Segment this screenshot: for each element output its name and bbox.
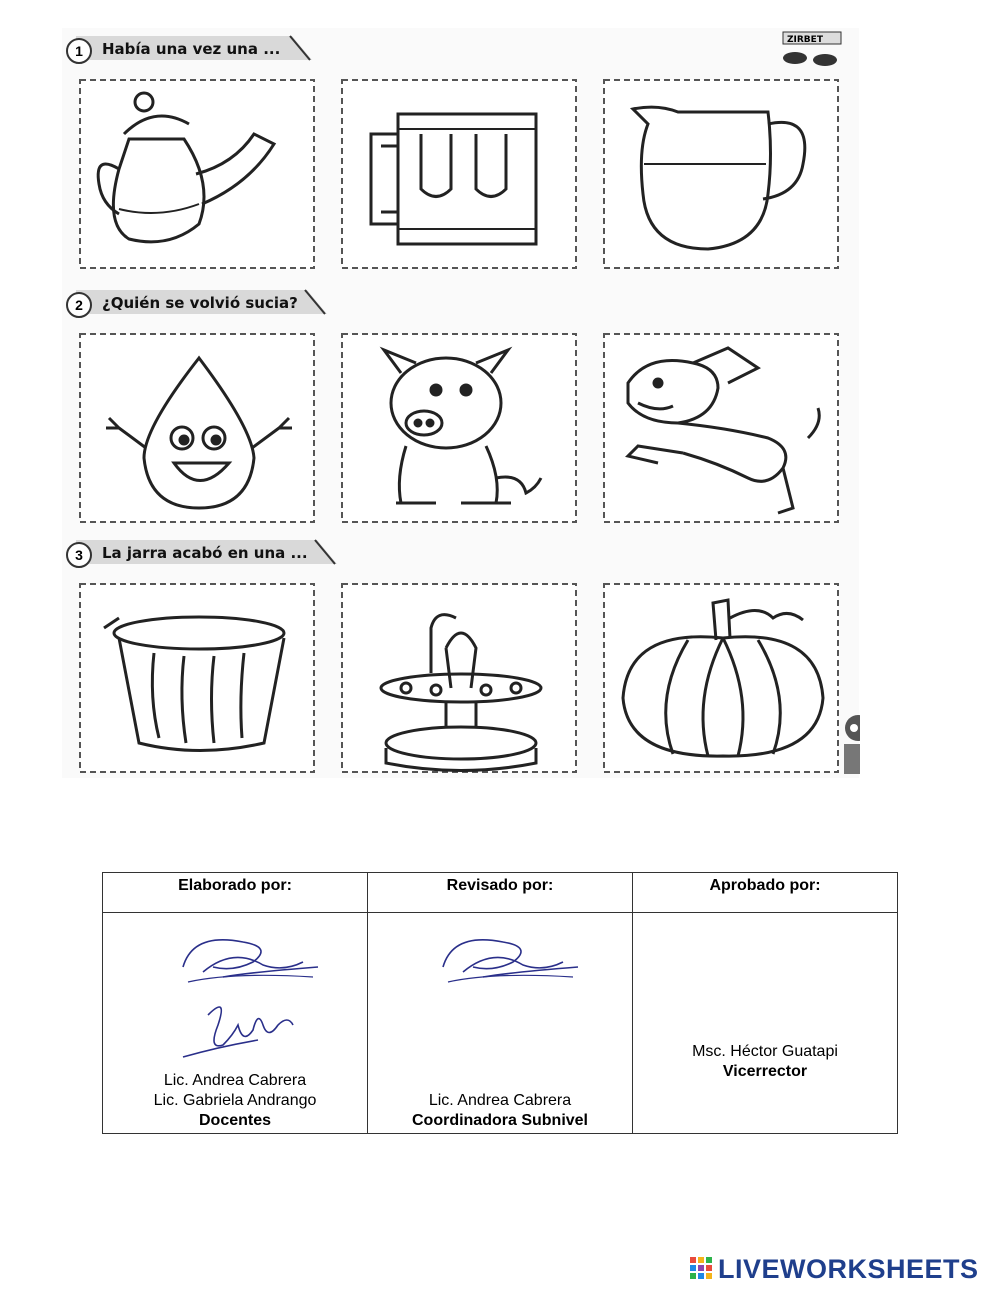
question-number: 2: [66, 292, 92, 318]
header-revisado: Revisado por:: [368, 873, 633, 913]
signature-andrea-cabrera: [173, 927, 323, 987]
brand-text: LIVEWORKSHEETS: [718, 1254, 979, 1284]
aprobado-cell: [633, 913, 898, 1134]
option-card-pig[interactable]: [336, 328, 582, 528]
option-card-dog[interactable]: [598, 328, 844, 528]
svg-text:ZIRBET: ZIRBET: [787, 35, 823, 45]
name-line: Lic. Andrea Cabrera: [163, 1072, 307, 1089]
name-line: Lic. Gabriela Andrango: [153, 1092, 317, 1109]
question-text: La jarra acabó en una ...: [102, 544, 308, 562]
question-text: Había una vez una ...: [102, 40, 281, 58]
question-header: [62, 288, 362, 318]
question-header: [62, 538, 362, 568]
header-aprobado: Aprobado por:: [633, 873, 898, 913]
liveworksheets-icon: [690, 1257, 712, 1281]
option-card-trash-can[interactable]: [74, 578, 320, 778]
option-card-pumpkin[interactable]: [598, 578, 844, 778]
question-text: ¿Quién se volvió sucia?: [102, 294, 298, 312]
name-line: Lic. Andrea Cabrera: [428, 1092, 572, 1109]
signature-table: [102, 872, 898, 1134]
liveworksheets-logo: [690, 1254, 990, 1284]
question-number: 3: [66, 542, 92, 568]
role-label: Docentes: [198, 1112, 272, 1129]
header-elaborado: Elaborado por:: [103, 873, 368, 913]
option-card-fountain[interactable]: [336, 578, 582, 778]
question-header: [62, 34, 362, 64]
worksheet-image: [62, 28, 859, 778]
option-card-jug[interactable]: [598, 74, 844, 274]
elaborado-cell: [103, 913, 368, 1134]
option-card-teapot[interactable]: [74, 74, 320, 274]
signature-andrea-cabrera: [433, 927, 583, 987]
signature-gabriela-andrango: [178, 995, 318, 1065]
role-label: Coordinadora Subnivel: [411, 1112, 588, 1129]
mascot-side-icon: [836, 712, 860, 778]
role-label: Vicerrector: [722, 1063, 808, 1080]
option-card-water-drop[interactable]: [74, 328, 320, 528]
option-card-mug[interactable]: [336, 74, 582, 274]
revisado-cell: [368, 913, 633, 1134]
mascot-icon: [775, 30, 845, 70]
name-line: Msc. Héctor Guatapi: [692, 1043, 838, 1060]
question-number: 1: [66, 38, 92, 64]
